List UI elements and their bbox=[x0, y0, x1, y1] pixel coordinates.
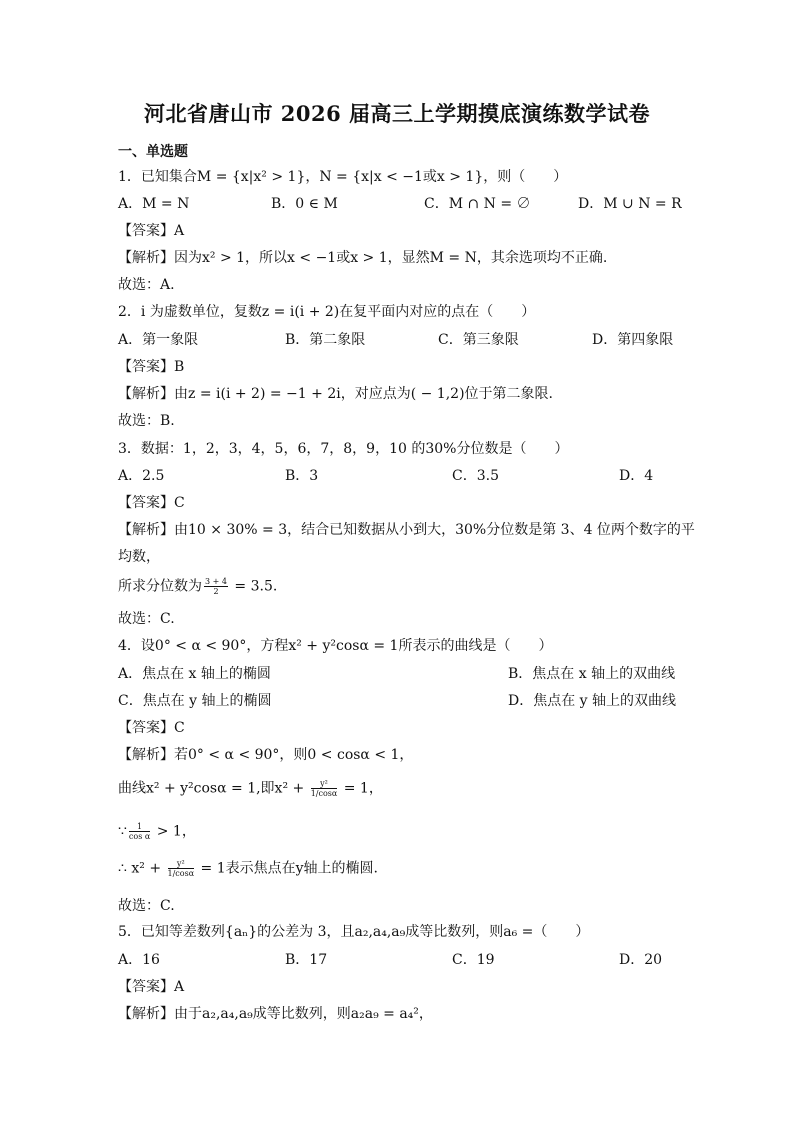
text: 所求分位数为 bbox=[118, 578, 202, 595]
question-2-analysis: 【解析】由z = i(i + 2) = −1 + 2i，对应点为( − 1,2)位于第二象限. bbox=[118, 386, 553, 402]
question-4-analysis-line3 bbox=[118, 822, 196, 841]
question-1-stem: 1．已知集合M = {x|x² > 1}，N = {x|x < −1或x > 1}，则（ ） bbox=[118, 169, 568, 185]
question-3-stem: 3．数据：1，2，3，4，5，6，7，8，9，10 的30%分位数是（ ） bbox=[118, 441, 569, 457]
question-2-option-b: B．第二象限 bbox=[285, 332, 366, 348]
question-3-analysis-line2: 均数， bbox=[118, 549, 160, 565]
fraction-denominator: 1/cosα bbox=[167, 869, 195, 878]
fraction bbox=[204, 577, 228, 596]
text: = 1， bbox=[339, 780, 383, 797]
question-1-option-b: B．0 ∈ M bbox=[271, 196, 338, 212]
question-1-option-c: C．M ∩ N = ∅ bbox=[424, 196, 531, 212]
section-heading: 一、单选题 bbox=[118, 144, 188, 160]
question-4-choice: 故选：C. bbox=[118, 898, 175, 914]
question-4-analysis-line1: 【解析】若0° < α < 90°，则0 < cosα < 1， bbox=[118, 747, 414, 763]
text: = 1表示焦点在y轴上的椭圆. bbox=[196, 860, 378, 877]
question-3-option-a: A．2.5 bbox=[118, 468, 165, 484]
question-3-analysis-line3 bbox=[118, 577, 277, 596]
question-2-answer: 【答案】B bbox=[118, 359, 185, 375]
question-2-stem: 2．i 为虚数单位，复数z = i(i + 2)在复平面内对应的点在（ ） bbox=[118, 304, 536, 320]
fraction-numerator: y² bbox=[168, 859, 195, 869]
page-title: 河北省唐山市 2026 届高三上学期摸底演练数学试卷 bbox=[143, 101, 651, 126]
fraction bbox=[129, 822, 150, 841]
question-4-option-c: C．焦点在 y 轴上的椭圆 bbox=[118, 693, 272, 709]
question-5-option-a: A．16 bbox=[118, 952, 160, 968]
fraction bbox=[311, 779, 338, 798]
fraction-denominator: cos α bbox=[128, 832, 151, 841]
question-4-analysis-line2 bbox=[118, 779, 383, 798]
question-3-answer: 【答案】C bbox=[118, 495, 185, 511]
question-1-analysis: 【解析】因为x² > 1，所以x < −1或x > 1，显然M = N，其余选项均不正确. bbox=[118, 250, 608, 266]
question-4-option-a: A．焦点在 x 轴上的椭圆 bbox=[118, 666, 271, 682]
question-3-option-d: D．4 bbox=[619, 468, 654, 484]
question-1-option-a: A．M = N bbox=[118, 196, 190, 212]
text: = 3.5. bbox=[229, 578, 278, 595]
question-5-option-b: B．17 bbox=[285, 952, 328, 968]
fraction bbox=[168, 859, 195, 878]
question-3-choice: 故选：C. bbox=[118, 611, 175, 627]
question-2-option-c: C．第三象限 bbox=[438, 332, 519, 348]
question-2-option-a: A．第一象限 bbox=[118, 332, 199, 348]
text: > 1， bbox=[152, 823, 196, 840]
question-2-option-d: D．第四象限 bbox=[592, 332, 674, 348]
fraction-numerator: 3 + 4 bbox=[205, 577, 227, 586]
question-2-choice: 故选：B. bbox=[118, 413, 175, 429]
question-4-option-d: D．焦点在 y 轴上的双曲线 bbox=[508, 693, 677, 709]
question-3-analysis-line1: 【解析】由10 × 30% = 3，结合已知数据从小到大，30%分位数是第 3、4 位两个数字的平 bbox=[118, 522, 695, 538]
fraction-numerator: 1 bbox=[129, 822, 150, 832]
fraction-denominator: 2 bbox=[213, 587, 219, 596]
question-1-option-d: D．M ∪ N = R bbox=[578, 196, 682, 212]
question-5-option-d: D．20 bbox=[619, 952, 663, 968]
question-3-option-b: B．3 bbox=[285, 468, 319, 484]
fraction-numerator: y² bbox=[311, 779, 338, 789]
question-4-stem: 4．设0° < α < 90°，方程x² + y²cosα = 1所表示的曲线是（ ） bbox=[118, 638, 553, 654]
fraction-denominator: 1/cosα bbox=[310, 789, 338, 798]
text: 曲线x² + y²cosα = 1,即x² + bbox=[118, 780, 309, 797]
text: ∴ x² + bbox=[118, 860, 166, 877]
question-5-option-c: C．19 bbox=[452, 952, 495, 968]
question-5-analysis: 【解析】由于a₂,a₄,a₉成等比数列，则a₂a₉ = a₄²， bbox=[118, 1006, 433, 1022]
question-5-answer: 【答案】A bbox=[118, 979, 185, 995]
text: ∵ bbox=[118, 823, 127, 840]
question-4-option-b: B．焦点在 x 轴上的双曲线 bbox=[508, 666, 676, 682]
question-3-option-c: C．3.5 bbox=[452, 468, 499, 484]
question-4-answer: 【答案】C bbox=[118, 720, 185, 736]
question-1-answer: 【答案】A bbox=[118, 223, 185, 239]
question-1-choice: 故选：A. bbox=[118, 277, 175, 293]
question-5-stem: 5．已知等差数列{aₙ}的公差为 3，且a₂,a₄,a₉成等比数列，则a₆ =（ ） bbox=[118, 924, 590, 940]
question-4-analysis-line4 bbox=[118, 859, 378, 878]
